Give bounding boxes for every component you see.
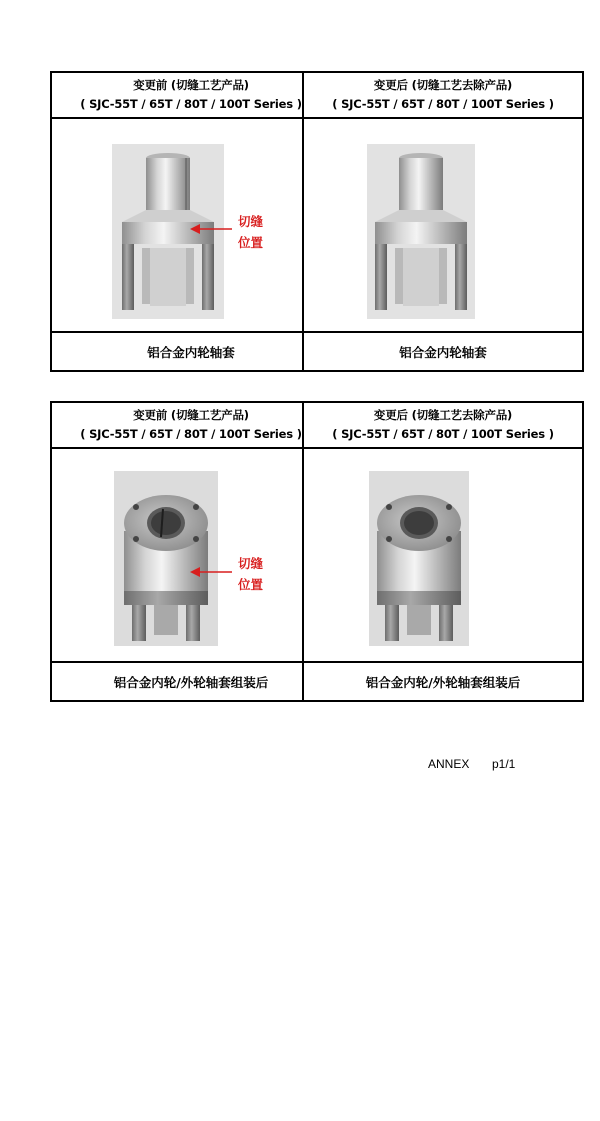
slit-position-note: 切缝 位置 (238, 214, 264, 250)
panel-photo-area (52, 449, 330, 663)
panel-series: ( SJC-55T / 65T / 80T / 100T Series ) (332, 97, 554, 111)
panel-title: 变更前 (切缝工艺产品) (133, 78, 249, 92)
panel-header (304, 403, 582, 449)
panel-title: 变更后 (切缝工艺去除产品) (373, 78, 513, 92)
panel-caption: 铝合金内轮轴套 (147, 344, 235, 360)
panel-before-hub (50, 71, 332, 372)
panel-after-assembly (302, 401, 584, 702)
panel-photo-area (304, 449, 582, 663)
panel-photo-area (304, 119, 582, 333)
panel-caption: 铝合金内轮/外轮轴套组装后 (365, 674, 521, 690)
panel-photo-area (52, 119, 330, 333)
page-number: p1/1 (492, 757, 516, 771)
panel-title: 变更前 (切缝工艺产品) (133, 408, 249, 422)
annex-label: ANNEX (428, 757, 470, 771)
panel-caption: 铝合金内轮轴套 (399, 344, 487, 360)
panel-series: ( SJC-55T / 65T / 80T / 100T Series ) (332, 427, 554, 441)
slit-position-note: 切缝 位置 (238, 556, 264, 592)
panel-title: 变更后 (切缝工艺去除产品) (373, 408, 513, 422)
panel-header (304, 73, 582, 119)
panel-before-assembly (50, 401, 332, 702)
panel-series: ( SJC-55T / 65T / 80T / 100T Series ) (80, 97, 302, 111)
panel-caption: 铝合金内轮/外轮轴套组装后 (113, 674, 269, 690)
panel-header (52, 403, 330, 449)
assembly-photo (114, 471, 218, 646)
hub-photo (367, 144, 475, 319)
panel-after-hub (302, 71, 584, 372)
arrow-left-icon (190, 223, 232, 235)
panel-header (52, 73, 330, 119)
panel-series: ( SJC-55T / 65T / 80T / 100T Series ) (80, 427, 302, 441)
arrow-left-icon (190, 566, 232, 578)
assembly-photo (369, 471, 469, 646)
